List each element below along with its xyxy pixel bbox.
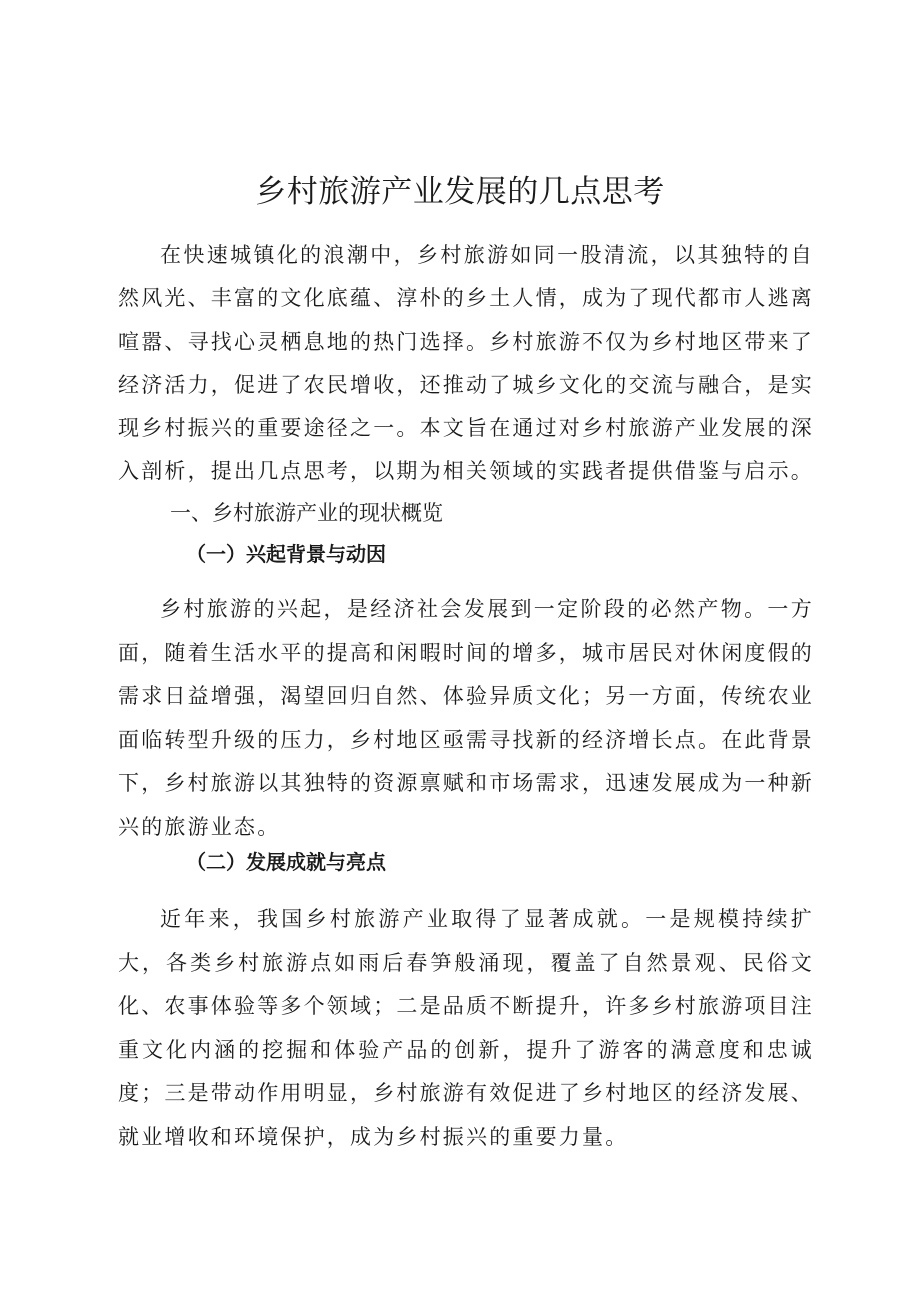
subsection-heading-achievements: （二）发展成就与亮点: [186, 850, 386, 874]
section-heading: 一、乡村旅游产业的现状概览: [170, 501, 443, 525]
subsection-paragraph-background: 乡村旅游的兴起，是经济社会发展到一定阶段的必然产物。一方面，随着生活水平的提高和闲暇时间的增多，城市居民对休闲度假的需求日益增强，渴望回归自然、体验异质文化；另一方面，传统农业面临转型升级的压力，乡村地区亟需寻找新的经济增长点。在此背景下，乡村旅游以其独特的资源禀赋和市场需求，迅速发展成为一种新兴的旅游业态。: [118, 597, 814, 839]
document-title: 乡村旅游产业发展的几点思考: [255, 174, 665, 210]
subsection-heading-background: （一）兴起背景与动因: [186, 542, 386, 566]
intro-paragraph: 在快速城镇化的浪潮中，乡村旅游如同一股清流，以其独特的自然风光、丰富的文化底蕴、淳朴的乡土人情，成为了现代都市人逃离喧嚣、寻找心灵栖息地的热门选择。乡村旅游不仅为乡村地区带来了经济活力，促进了农民增收，还推动了城乡文化的交流与融合，是实现乡村振兴的重要途径之一。本文旨在通过对乡村旅游产业发展的深入剖析，提出几点思考，以期为相关领域的实践者提供借鉴与启示。: [118, 243, 814, 484]
subsection-paragraph-achievements: 近年来，我国乡村旅游产业取得了显著成就。一是规模持续扩大，各类乡村旅游点如雨后春笋般涌现，覆盖了自然景观、民俗文化、农事体验等多个领域；二是品质不断提升，许多乡村旅游项目注重文化内涵的挖掘和体验产品的创新，提升了游客的满意度和忠诚度；三是带动作用明显，乡村旅游有效促进了乡村地区的经济发展、就业增收和环境保护，成为乡村振兴的重要力量。: [118, 907, 814, 1149]
